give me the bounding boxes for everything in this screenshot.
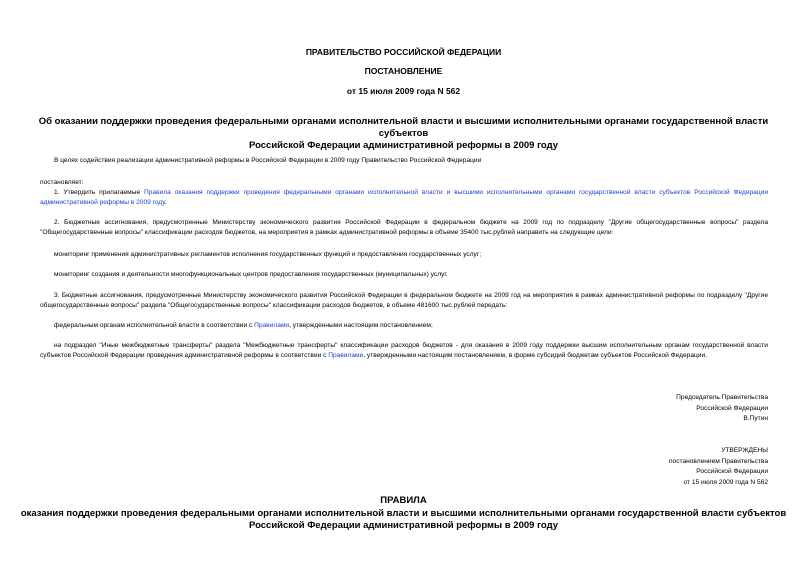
approval-block xyxy=(468,446,768,488)
document-title xyxy=(20,116,787,152)
rules-title-block xyxy=(20,495,787,532)
decrees-word: постановляет: xyxy=(40,179,84,186)
paragraph-3b xyxy=(40,341,768,361)
paragraph-3a-text: федеральным органам исполнительной власти в соответствии с xyxy=(54,322,255,329)
rules-line-1: оказания поддержки проведения федеральными органами исполнительной власти и высшими исполнительными органами государственной власти субъектов xyxy=(20,508,787,519)
rules-link-2[interactable]: Правилами xyxy=(254,322,290,329)
signature-name: В.Путин xyxy=(743,415,768,422)
paragraph-3a-end: , утвержденными настоящим постановлением; xyxy=(289,322,433,329)
paragraph-3b-text: на подраздел "Иные межбюджетные трансферты" раздела "Межбюджетные трансферты" классификации расходов бюджетов - для оказания в 2009 году поддержки высшим исполнительным органам государственной власти субъектов Российской Федерации проведения административной реформы в соответствии с xyxy=(40,342,768,359)
title-line-2: Российской Федерации административной реформы в 2009 году xyxy=(248,140,559,151)
approved-by: постановлением Правительства xyxy=(668,457,768,465)
paragraph-2b: мониторинг создания и деятельности многофункциональных центров предоставления государственных (муниципальных) услуг. xyxy=(54,271,448,278)
rules-link-1[interactable]: Правила оказания поддержки проведения федеральными органами исполнительной власти и высшими исполнительными органами государственной власти субъектов Российской Федерации административной реформы в 2009 году xyxy=(40,189,768,206)
approved-date: от 15 июля 2009 года N 562 xyxy=(683,478,768,486)
signature-position: Председатель Правительства xyxy=(676,394,768,401)
paragraph-1-end: . xyxy=(164,199,167,206)
document-date: от 15 июля 2009 года N 562 xyxy=(346,86,461,96)
rules-link-3[interactable]: Правилами xyxy=(328,352,364,359)
approved-label: УТВЕРЖДЕНЫ xyxy=(721,447,768,454)
paragraph-2a: мониторинг применения административных регламентов исполнения государственных функций и предоставления государственных услуг; xyxy=(54,251,482,258)
paragraph-3b-end: , утвержденными настоящим постановлением, в форме субсидий бюджетам субъектов Российской Федерации. xyxy=(363,352,707,359)
document-type: ПОСТАНОВЛЕНИЕ xyxy=(364,66,443,76)
rules-line-2: Российской Федерации административной реформы в 2009 году xyxy=(248,520,559,531)
signature-block xyxy=(468,393,768,425)
paragraph-3: 3. Бюджетные ассигнования, предусмотренные Министерству экономического развития Российской Федерации в федеральном бюджете на 2009 год на мероприятия в рамках административной реформы по подразделу "Другие общегосударственные вопросы" раздела "Общегосударственные вопросы" классификации расходов бюджетов, в объеме 481600 тыс.рублей передать: xyxy=(40,292,768,309)
paragraph-3a xyxy=(40,321,768,331)
government-name: ПРАВИТЕЛЬСТВО РОССИЙСКОЙ ФЕДЕРАЦИИ xyxy=(305,47,502,57)
signature-country: Российской Федерации xyxy=(696,404,768,412)
title-line-1: Об оказании поддержки проведения федеральными органами исполнительной власти и высшими исполнительными органами государственной власти субъектов xyxy=(38,116,769,139)
paragraph-2: 2. Бюджетные ассигнования, предусмотренные Министерству экономического развития Российской Федерации в федеральном бюджете на 2009 год по подразделу "Другие общегосударственные вопросы" раздела "Общегосударственные вопросы" классификации расходов бюджетов, на мероприятия в рамках административной реформы в объеме 35400 тыс.рублей направить на следующие цели: xyxy=(40,219,768,236)
paragraph-1-text: 1. Утвердить прилагаемые xyxy=(54,189,145,196)
approved-country: Российской Федерации xyxy=(696,468,768,475)
paragraph-1 xyxy=(40,188,768,208)
intro-paragraph: В целях содействия реализации административной реформы в Российской Федерации в 2009 году Правительство Российской Федерации xyxy=(54,157,482,164)
rules-heading: ПРАВИЛА xyxy=(380,495,427,506)
